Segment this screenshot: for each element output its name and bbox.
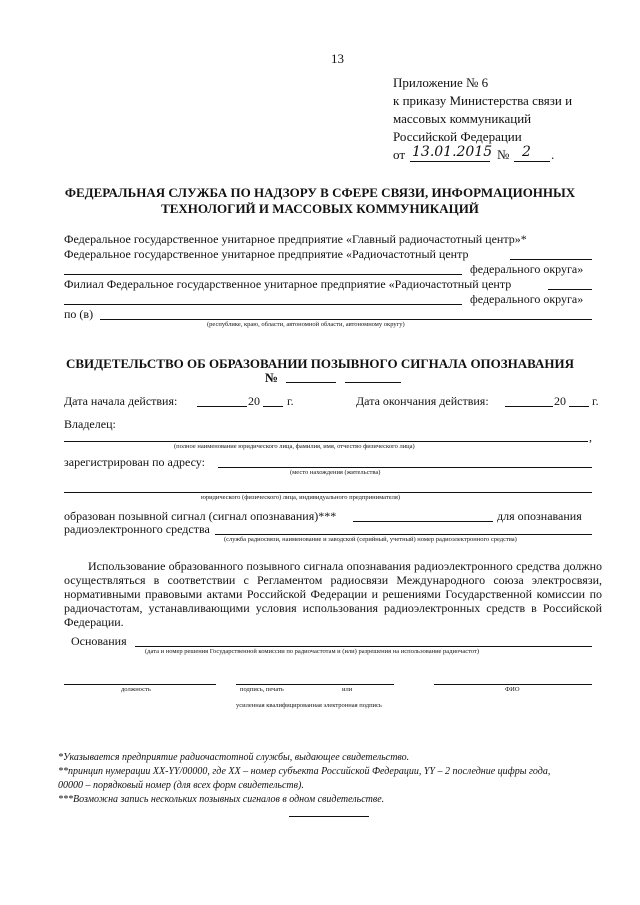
appendix-date-prefix: от [393,147,406,162]
end-date-year-prefix: 20 [554,394,566,408]
certificate-title: СВИДЕТЕЛЬСТВО ОБ ОБРАЗОВАНИИ ПОЗЫВНОГО СИГНАЛА ОПОЗНАВАНИЯ [65,356,574,371]
callsign-formed-label: образован позывной сигнал (сигнал опознавания)*** [64,509,337,523]
appendix-date-handwritten: 13.01.2015 [412,144,493,160]
basis-line [135,646,592,647]
end-date-day-line [505,406,553,407]
signature-esign-caption: усиленная квалифицированная электронная подпись [236,702,382,709]
agency-title-line2: ТЕХНОЛОГИЙ И МАССОВЫХ КОММУНИКАЦИЙ [161,201,479,216]
issuer-main-center: Федеральное государственное унитарное предприятие «Главный радиочастотный центр»* [64,232,527,246]
certificate-number-line2 [345,382,401,383]
appendix-number-line [514,161,550,162]
appendix-number-handwritten: 2 [522,144,531,160]
owner-address-line [218,467,592,468]
issuer-branch-line-end [548,289,592,290]
basis-caption: (дата и номер решения Государственной комиссии по радиочастотам и (или) разрешения на использование радиочастот) [145,648,480,655]
issuer-po-label: по (в) [64,307,94,321]
owner-comma: , [589,430,592,444]
issuer-regional-center: Федеральное государственное унитарное предприятие «Радиочастотный центр [64,247,469,261]
start-date-year-line [263,406,283,407]
appendix-title: Приложение № 6 [393,75,489,90]
issuer-branch-district-line [64,304,462,305]
issuer-branch-district-suffix: федерального округа» [470,292,584,306]
callsign-value-line [353,521,493,522]
owner-entity-caption: юридического (физического) лица, индивидуального предпринимателя) [201,494,401,501]
signature-sign-line [236,684,394,685]
appendix-end-dot: . [551,147,555,162]
issuer-regional-line-end [510,259,592,260]
callsign-purpose-label: для опознавания [497,509,582,523]
issuer-branch: Филиал Федеральное государственное унитарное предприятие «Радиочастотный центр [64,277,512,291]
callsign-station-caption: (служба радиосвязи, наименование и заводской (серийный, учетный) номер радиоэлектронного средства) [224,536,517,543]
issuer-po-line [100,319,592,320]
issuer-district-suffix: федерального округа» [470,262,584,276]
appendix-order-line: к приказу Министерства связи и [393,93,573,108]
page-number: 13 [331,51,344,66]
start-date-day-line [197,406,247,407]
footnote-3: ***Возможна запись нескольких позывных сигналов в одном свидетельстве. [58,794,385,805]
start-date-year-prefix: 20 [248,394,260,408]
signature-fio-caption: ФИО [505,686,520,693]
signature-sign-caption: подпись, печать [240,686,284,693]
footnote-2b: 00000 – порядковый номер (для всех форм свидетельств). [58,780,304,791]
appendix-date-line [410,161,490,162]
signature-or-caption: или [342,686,353,693]
appendix-federation-line: Российской Федерации [393,129,522,144]
end-date-label: Дата окончания действия: [356,394,489,408]
footnote-2a: **принцип нумерации XX-YY/00000, где XX – номер субъекта Российской Федерации, YY – 2 последние цифры года, [58,766,551,777]
owner-name-caption: (полное наименование юридического лица, фамилия, имя, отчество физического лица) [174,443,415,450]
end-date-year-line [569,406,589,407]
callsign-station-label: радиоэлектронного средства [64,522,210,536]
end-date-year-suffix: г. [592,394,599,408]
start-date-year-suffix: г. [287,394,294,408]
usage-paragraph: Использование образованного позывного сигнала опознавания радиоэлектронного средства должно осуществляться в соответствии с Регламентом радиосвязи Международного союза электросвязи, нормативными правовыми актами Российской Федерации и решениями Государственной комиссии по радиочастотам, устанавливающими условия использования радиоэлектронных средств в Российской Федерации. [64,559,602,629]
certificate-number-label: № [265,370,279,385]
owner-address-label: зарегистрирован по адресу: [64,455,205,469]
footnote-1: *Указывается предприятие радиочастотной службы, выдающее свидетельство. [58,752,410,763]
signature-position-caption: должность [121,686,151,693]
signature-fio-line [434,684,592,685]
issuer-district-line [64,274,462,275]
appendix-ministry-line: массовых коммуникаций [393,111,532,126]
bottom-divider [289,816,369,817]
owner-label: Владелец: [64,417,116,431]
certificate-number-line1 [286,382,336,383]
owner-name-line [64,441,588,442]
issuer-po-caption: (республике, краю, области, автономной области, автономному округу) [207,321,405,328]
callsign-station-line [215,534,592,535]
agency-title-line1: ФЕДЕРАЛЬНАЯ СЛУЖБА ПО НАДЗОРУ В СФЕРЕ СВЯЗИ, ИНФОРМАЦИОННЫХ [64,185,576,200]
basis-label: Основания [71,634,127,648]
owner-entity-line [64,492,592,493]
owner-address-caption: (место нахождения (жительства) [290,469,381,476]
appendix-number-prefix: № [497,147,510,162]
start-date-label: Дата начала действия: [64,394,178,408]
signature-position-line [64,684,216,685]
